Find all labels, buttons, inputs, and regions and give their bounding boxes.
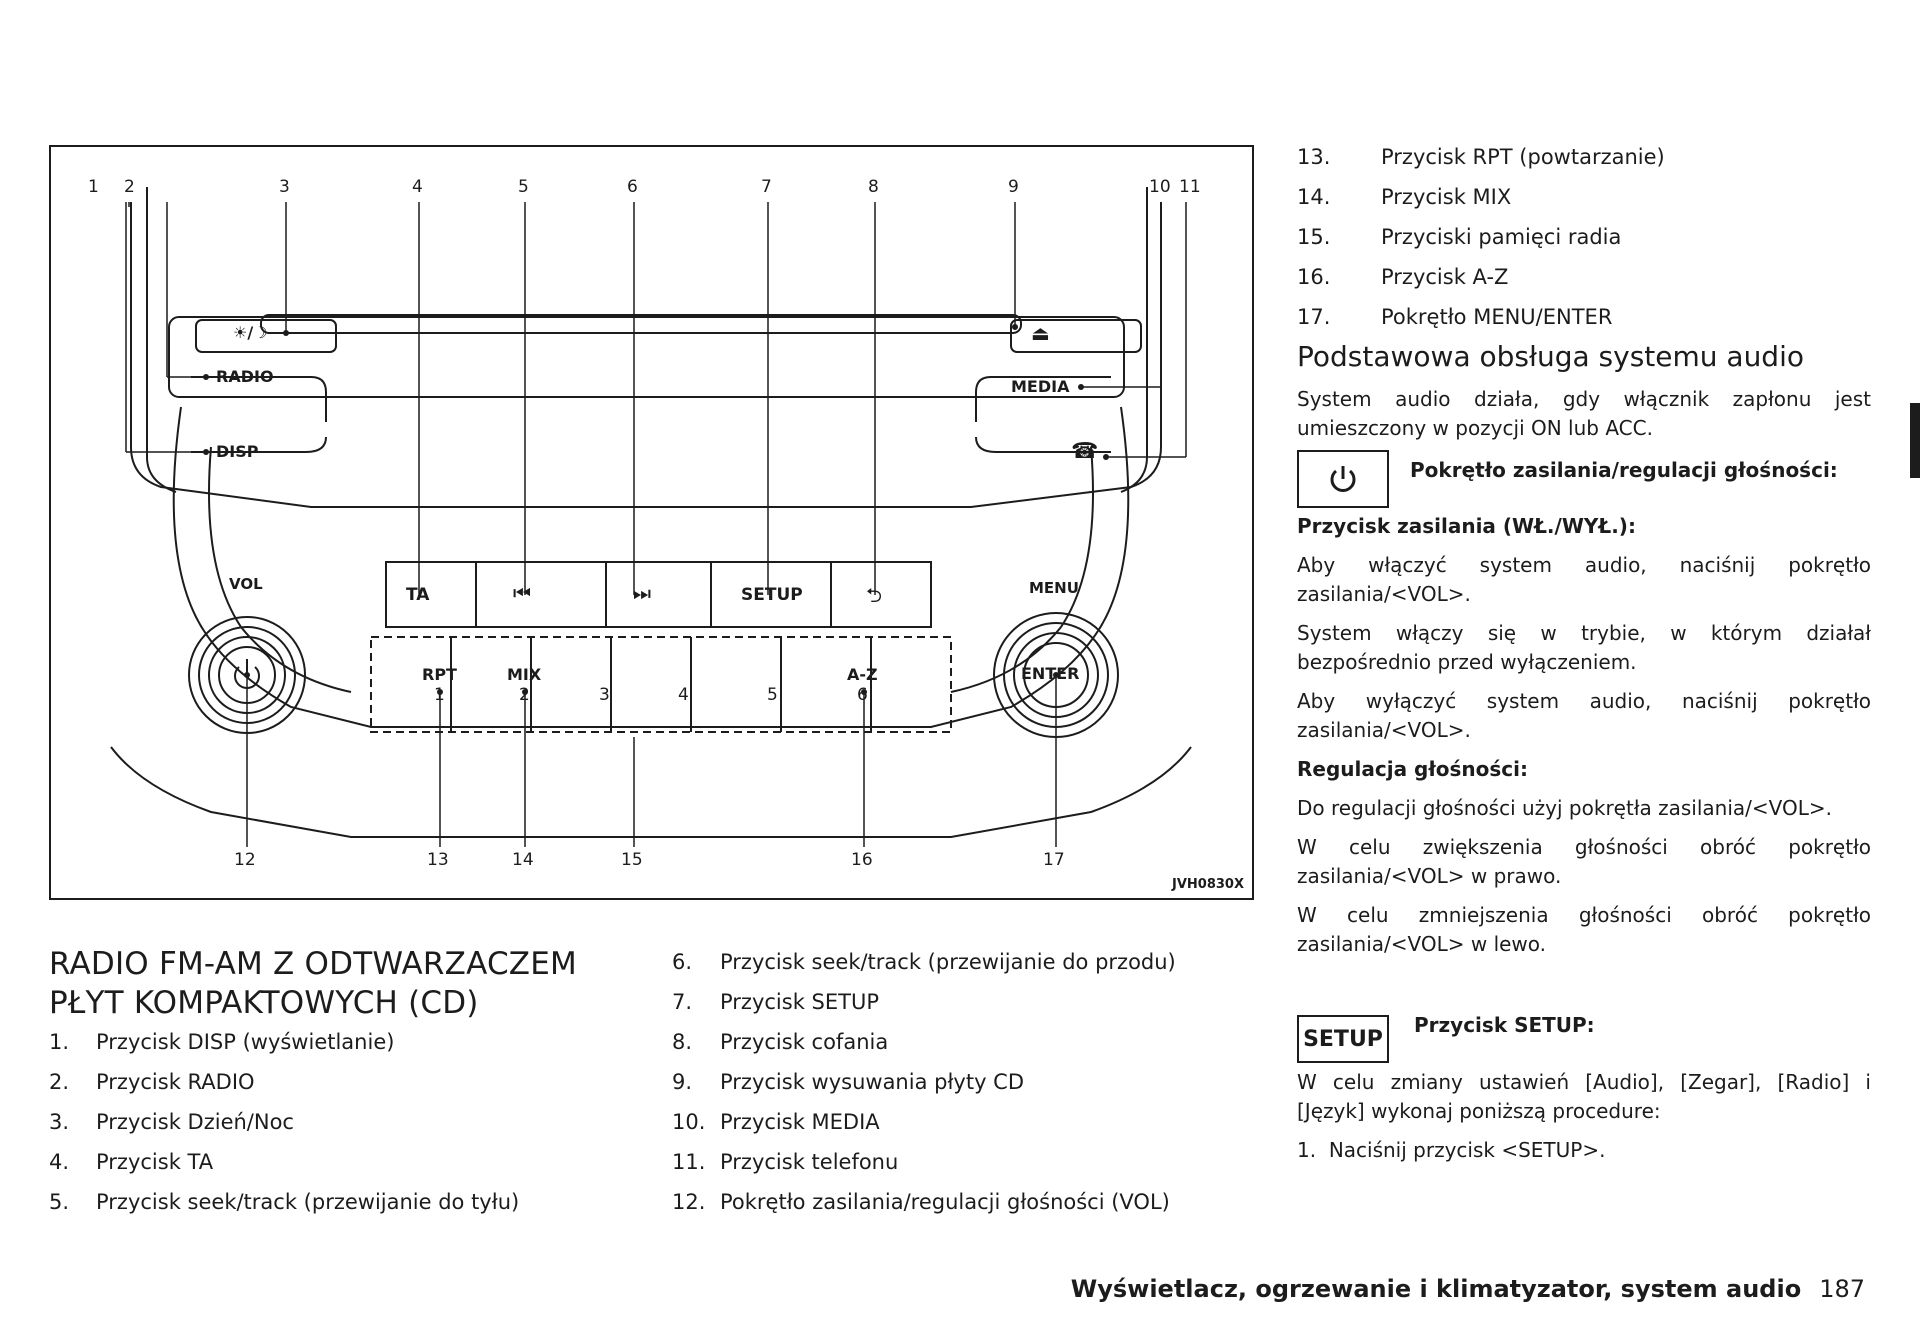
list-item: 17. Pokrętło MENU/ENTER [1297,305,1613,329]
power-icon-box [1297,450,1389,508]
section-title: RADIO FM-AM Z ODTWARZACZEM PŁYT KOMPAKTOWYCH (CD) [49,946,577,1021]
setup-section: W celu zmiany ustawień [Audio], [Zegar], [Radio] i [Język] wykonaj poniższą procedure: 1. Naciśnij przycisk <SETUP>. [1297,1070,1871,1162]
list-item: 6. Przycisk seek/track (przewijanie do przodu) [672,950,1176,974]
list-item: 16. Przycisk A-Z [1297,265,1509,289]
footer-title: Wyświetlacz, ogrzewanie i klimatyzator, system audio [1070,1275,1802,1303]
preset-5: 5 [767,685,778,705]
callout-8: 8 [868,177,879,197]
list-item: 5. Przycisk seek/track (przewijanie do tyłu) [49,1190,520,1214]
media-label: MEDIA [1011,377,1070,396]
section-tab-marker [1910,403,1920,478]
callout-list-middle [672,942,1272,1222]
menu-label: MENU [1029,579,1079,597]
figure-code: JVH0830X [1172,877,1244,892]
page-number: 187 [1819,1275,1865,1303]
list-item: 13. Przycisk RPT (powtarzanie) [1297,145,1665,169]
radio-label: RADIO [216,367,274,386]
callout-11: 11 [1179,177,1201,197]
preset-6: 6 [857,685,868,705]
list-item: 10. Przycisk MEDIA [672,1110,880,1134]
list-item: 9. Przycisk wysuwania płyty CD [672,1070,1025,1094]
list-item: 14. Przycisk MIX [1297,185,1512,209]
disp-label: DISP [216,442,259,461]
callout-15: 15 [621,850,643,870]
preset-4: 4 [678,685,689,705]
list-item: 12. Pokrętło zasilania/regulacji głośności (VOL) [672,1190,1170,1214]
preset-1: 1 [434,685,445,705]
radio-panel-figure [49,145,1254,900]
callout-5: 5 [518,177,529,197]
page-footer [1071,1275,1865,1303]
callout-16: 16 [851,850,873,870]
list-item: 15. Przyciski pamięci radia [1297,225,1622,249]
callout-4: 4 [412,177,423,197]
day-night-label: ☀/☽ [233,323,268,342]
callout-13: 13 [427,850,449,870]
power-heading: Pokrętło zasilania/regulacji głośności: [1410,458,1838,482]
list-item: 11. Przycisk telefonu [672,1150,899,1174]
preset-2: 2 [519,685,530,705]
next-icon: ⏭ [633,581,651,605]
list-item: 3. Przycisk Dzień/Noc [49,1110,294,1134]
callout-2: 2 [124,177,135,197]
callout-9: 9 [1008,177,1019,197]
volume-heading: Regulacja głośności: [1297,757,1529,781]
list-item: 1. Przycisk DISP (wyświetlanie) [49,1030,395,1054]
list-item: 8. Przycisk cofania [672,1030,889,1054]
vol-label: VOL [229,575,263,593]
callout-7: 7 [761,177,772,197]
phone-icon: ☎ [1071,439,1099,464]
list-item: 4. Przycisk TA [49,1150,214,1174]
callout-12: 12 [234,850,256,870]
setup-label: SETUP [741,585,803,605]
rpt-label: RPT [422,665,457,684]
callout-17: 17 [1043,850,1065,870]
eject-icon: ⏏ [1031,321,1050,345]
preset-3: 3 [599,685,610,705]
callout-10: 10 [1149,177,1171,197]
enter-label: ENTER [1021,664,1080,683]
callout-3: 3 [279,177,290,197]
power-section: Przycisk zasilania (WŁ./WYŁ.): Aby włączyć system audio, naciśnij pokrętło zasilania/<VOL>. System włączy się w trybie, w którym działał bezpośrednio przed wyłączeniem. Aby wyłączyć system audio, naciśnij pokrętło zasilania/<VOL>. Regulacja głośności: Do regulacji głośności użyj pokrętła zasilania/<VOL>. W celu zwiększenia głośności obróć pokrętło zasilania/<VOL> w prawo. W celu zmniejszenia głośności obróć pokrętło zasilania/<VOL> w lewo. [1297,514,1871,956]
list-item: 7. Przycisk SETUP [672,990,879,1014]
power-onoff-heading: Przycisk zasilania (WŁ./WYŁ.): [1297,514,1636,538]
callout-list-right [1297,137,1897,337]
callout-14: 14 [512,850,534,870]
setup-heading: Przycisk SETUP: [1414,1013,1595,1037]
power-icon [1326,462,1360,496]
callout-1: 1 [88,177,99,197]
callout-list-left [49,1022,649,1222]
radio-panel-drawing [51,147,1252,898]
mix-label: MIX [507,665,542,684]
prev-icon: ⏮ [513,581,531,605]
setup-icon-box: SETUP [1297,1015,1389,1063]
intro-paragraph: System audio działa, gdy włącznik zapłonu jest umieszczony w pozycji ON lub ACC. [1297,387,1871,440]
subheading-basic-operation: Podstawowa obsługa systemu audio [1297,340,1804,373]
callout-6: 6 [627,177,638,197]
ta-label: TA [406,585,430,605]
az-label: A-Z [847,665,878,684]
list-item: 2. Przycisk RADIO [49,1070,255,1094]
back-icon: ⮌ [866,583,883,607]
